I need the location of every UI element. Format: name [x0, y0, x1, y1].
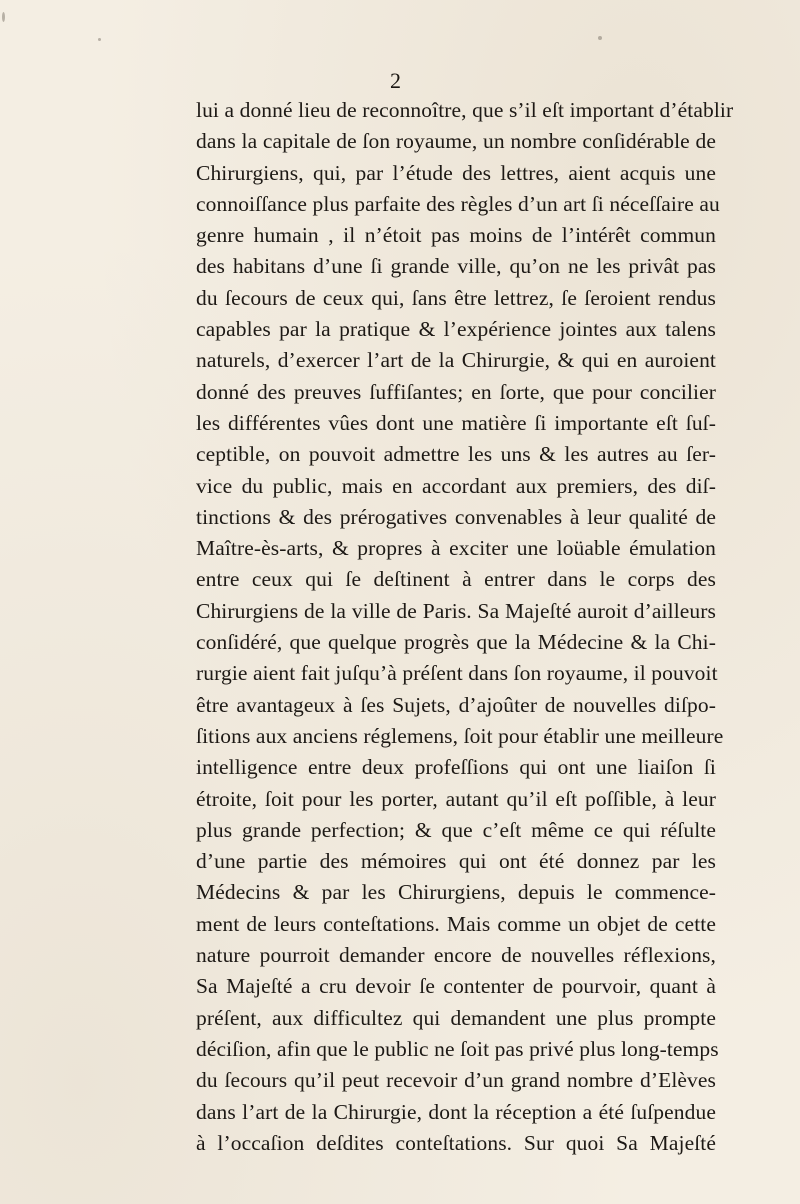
text-line: nature pourroit demander encore de nouvelles réflexions, [196, 943, 716, 968]
text-line: dans la capitale de ſon royaume, un nombre conſidérable de [196, 129, 716, 154]
text-line: des habitans d’une ſi grande ville, qu’on ne les privât pas [196, 254, 716, 279]
text-line: naturels, d’exercer l’art de la Chirurgie, & qui en auroient [196, 348, 716, 373]
text-line: Médecins & par les Chirurgiens, depuis le commence- [196, 880, 716, 905]
text-line: préſent, aux difficultez qui demandent une plus prompte [196, 1005, 716, 1030]
text-line: lui a donné lieu de reconnoître, que s’il eſt important d’établir [196, 98, 734, 122]
ink-speck [2, 12, 5, 22]
text-line: à l’occaſion deſdites conteſtations. Sur quoi Sa Majeſté [196, 1130, 716, 1155]
text-line: rurgie aient fait juſqu’à préſent dans ſon royaume, il pouvoit [196, 661, 718, 686]
text-line: ceptible, on pouvoit admettre les uns & les autres au ſer- [196, 442, 716, 467]
text-line: Chirurgiens, qui, par l’étude des lettres, aient acquis une [196, 160, 716, 185]
text-line: vice du public, mais en accordant aux premiers, des diſ- [196, 473, 716, 498]
text-line: entre ceux qui ſe deſtinent à entrer dans le corps des [196, 567, 716, 592]
text-line: dans l’art de la Chirurgie, dont la réception a été ſuſpendue [196, 1099, 716, 1124]
text-line: être avantageux à ſes Sujets, d’ajoûter de nouvelles diſpo- [196, 692, 716, 717]
text-line: capables par la pratique & l’expérience jointes aux talens [196, 317, 716, 342]
text-line: plus grande perfection; & que c’eſt même ce qui réſulte [196, 817, 716, 842]
text-line: ment de leurs conteſtations. Mais comme un objet de cette [196, 911, 716, 936]
text-line: les différentes vûes dont une matière ſi importante eſt ſuſ- [196, 410, 716, 435]
text-line: déciſion, afin que le public ne ſoit pas privé plus long-temps [196, 1036, 719, 1061]
body-text [196, 95, 734, 1159]
text-line: ſitions aux anciens réglemens, ſoit pour établir une meilleure [196, 723, 724, 748]
text-line: Maître-ès-arts, & propres à exciter une loüable émulation [196, 536, 716, 561]
text-line: tinctions & des prérogatives convenables à leur qualité de [196, 504, 716, 529]
text-line: Sa Majeſté a cru devoir ſe contenter de pourvoir, quant à [196, 974, 716, 999]
text-line: du ſecours de ceux qui, ſans être lettrez, ſe ſeroient rendus [196, 285, 716, 310]
ink-speck [598, 36, 602, 40]
text-line: d’une partie des mémoires qui ont été donnez par les [196, 849, 716, 874]
text-line: intelligence entre deux profeſſions qui ont une liaiſon ſi [196, 755, 716, 780]
page-number: 2 [390, 68, 401, 93]
ink-speck [98, 38, 101, 41]
text-line: étroite, ſoit pour les porter, autant qu’il eſt poſſible, à leur [196, 786, 716, 811]
text-line: conſidéré, que quelque progrès que la Médecine & la Chi- [196, 630, 716, 655]
text-line: donné des preuves ſuffiſantes; en ſorte, que pour concilier [196, 379, 716, 404]
text-line: du ſecours qu’il peut recevoir d’un grand nombre d’Elèves [196, 1068, 716, 1093]
text-line: genre humain , il n’étoit pas moins de l’intérêt commun [196, 223, 716, 248]
text-line: Chirurgiens de la ville de Paris. Sa Majeſté auroit d’ailleurs [196, 598, 716, 623]
text-line: connoiſſance plus parfaite des règles d’un art ſi néceſſaire au [196, 191, 720, 216]
